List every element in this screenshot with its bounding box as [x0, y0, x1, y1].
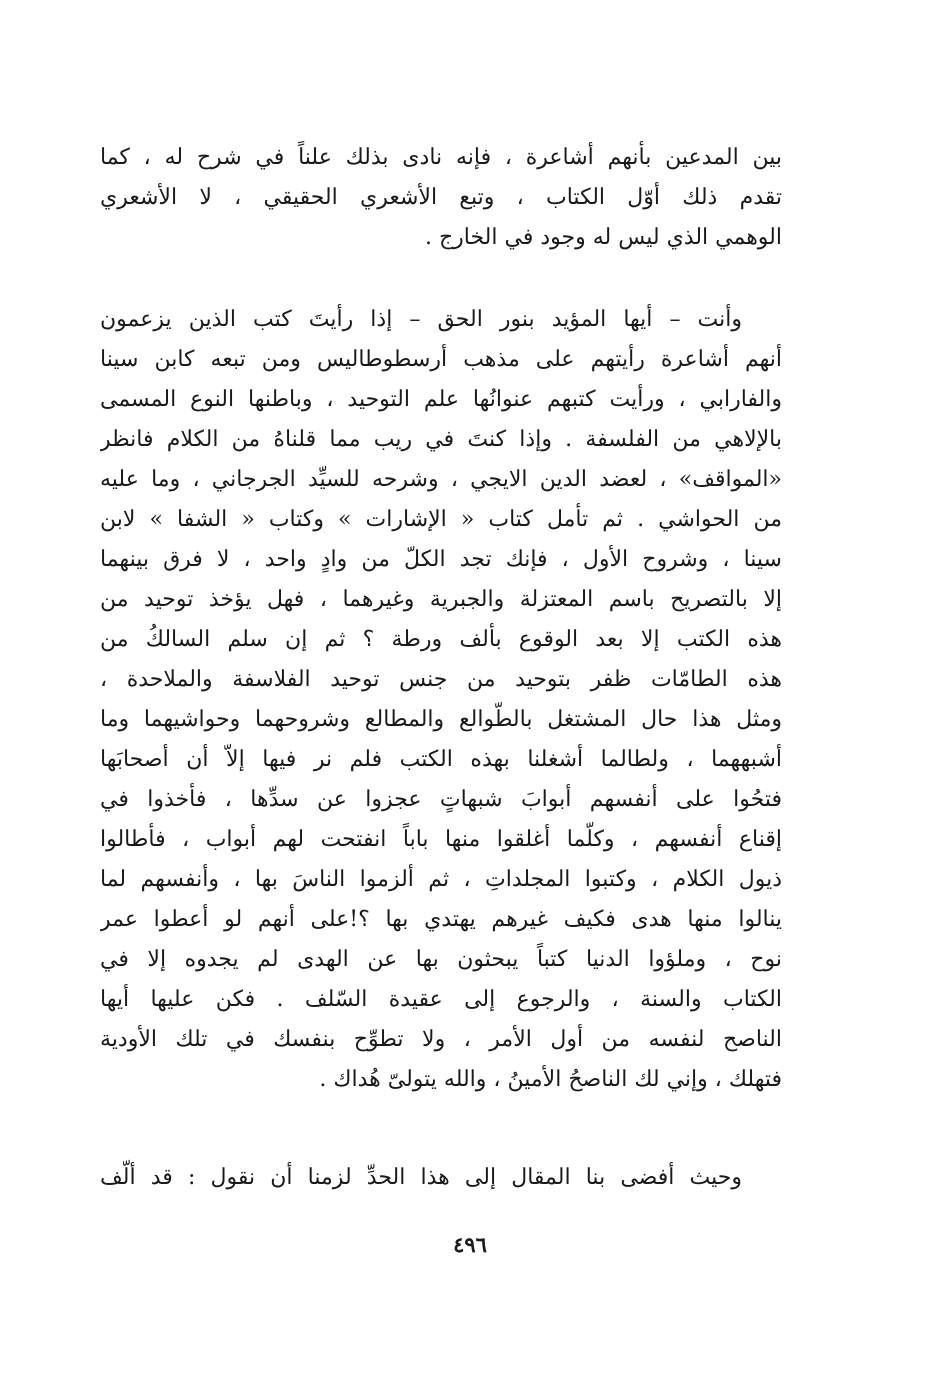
- paragraph: [100, 138, 782, 258]
- text-line: بين المدعين بأنهم أشاعرة ، فإنه نادى بذلك علناً في شرح له ، كما: [100, 145, 782, 170]
- text-line: والفارابي ، ورأيت كتبهم عنوانُها علم التوحيد ، وباطنها النوع المسمى: [100, 387, 782, 412]
- text-line: سينا ، وشروح الأول ، فإنك تجد الكلّ من وادٍ واحد ، لا فرق بينهما: [100, 547, 782, 572]
- text-line: هذه الطامّات ظفر بتوحيد من جنس توحيد الفلاسفة والملاحدة ،: [100, 667, 782, 692]
- text-line: فتهلك ، وإني لك الناصحُ الأمينُ ، والله يتولىّ هُداك .: [319, 1067, 782, 1092]
- text-line: أشبههما ، ولطالما أشغلنا بهذه الكتب فلم نر فيها إلاّ أن أصحابَها: [100, 747, 782, 772]
- text-line: فتحُوا على أنفسهم أبوابَ شبهاتٍ عجزوا عن سدِّها ، فأخذوا في: [100, 787, 782, 812]
- text-line: تقدم ذلك أوّل الكتاب ، وتبع الأشعري الحقيقي ، لا الأشعري: [100, 185, 782, 210]
- text-line: إقناع أنفسهم ، وكلّما أغلقوا منها باباً انفتحت لهم أبواب ، فأطالوا: [100, 827, 782, 852]
- text-line: الوهمي الذي ليس له وجود في الخارج .: [424, 225, 782, 250]
- paragraph: [100, 1158, 782, 1198]
- text-line: الكتاب والسنة ، والرجوع إلى عقيدة السّلف . فكن عليها أيها: [100, 987, 782, 1012]
- text-line: أنهم أشاعرة رأيتهم على مذهب أرسطوطاليس ومن تبعه كابن سينا: [100, 347, 782, 372]
- text-line: هذه الكتب إلا بعد الوقوع بألف ورطة ؟ ثم إن سلم السالكُ من: [100, 627, 782, 652]
- text-line: ذيول الكلام ، وكتبوا المجلداتِ ، ثم ألزموا الناسَ بها ، وأنفسهم لما: [100, 867, 782, 892]
- text-line: من الحواشي . ثم تأمل كتاب « الإشارات » وكتاب « الشفا » لابن: [100, 507, 782, 532]
- text-line: ومثل هذا حال المشتغل بالطّوالع والمطالع وشروحهما وحواشيهما وما: [100, 707, 782, 732]
- text-line: إلا بالتصريح باسم المعتزلة والجبرية وغيرهما ، فهل يؤخذ توحيد من: [100, 587, 782, 612]
- text-line: نوح ، وملؤوا الدنيا كتباً يبحثون بها عن الهدى لم يجدوه إلا في: [100, 947, 782, 972]
- paragraph: [100, 300, 782, 1100]
- text-line: «المواقف» ، لعضد الدين الايجي ، وشرحه للسيِّد الجرجاني ، وما عليه: [100, 467, 782, 492]
- text-line: ينالوا منها هدى فكيف غيرهم يهتدي بها ؟!على أنهم لو أعطوا عمر: [100, 907, 782, 932]
- text-line: بالإلاهي من الفلسفة . وإذا كنتَ في ريب مما قلناهُ من الكلام فانظر: [100, 427, 782, 452]
- text-line: وأنت – أيها المؤيد بنور الحق – إذا رأيتَ كتب الذين يزعمون: [100, 307, 742, 332]
- page-number: ٤٩٦: [453, 1232, 487, 1257]
- text-line: الناصح لنفسه من أول الأمر ، ولا تطوِّح بنفسك في تلك الأودية: [100, 1027, 782, 1052]
- text-line: وحيث أفضى بنا المقال إلى هذا الحدِّ لزمنا أن نقول : قد ألّف: [100, 1165, 742, 1190]
